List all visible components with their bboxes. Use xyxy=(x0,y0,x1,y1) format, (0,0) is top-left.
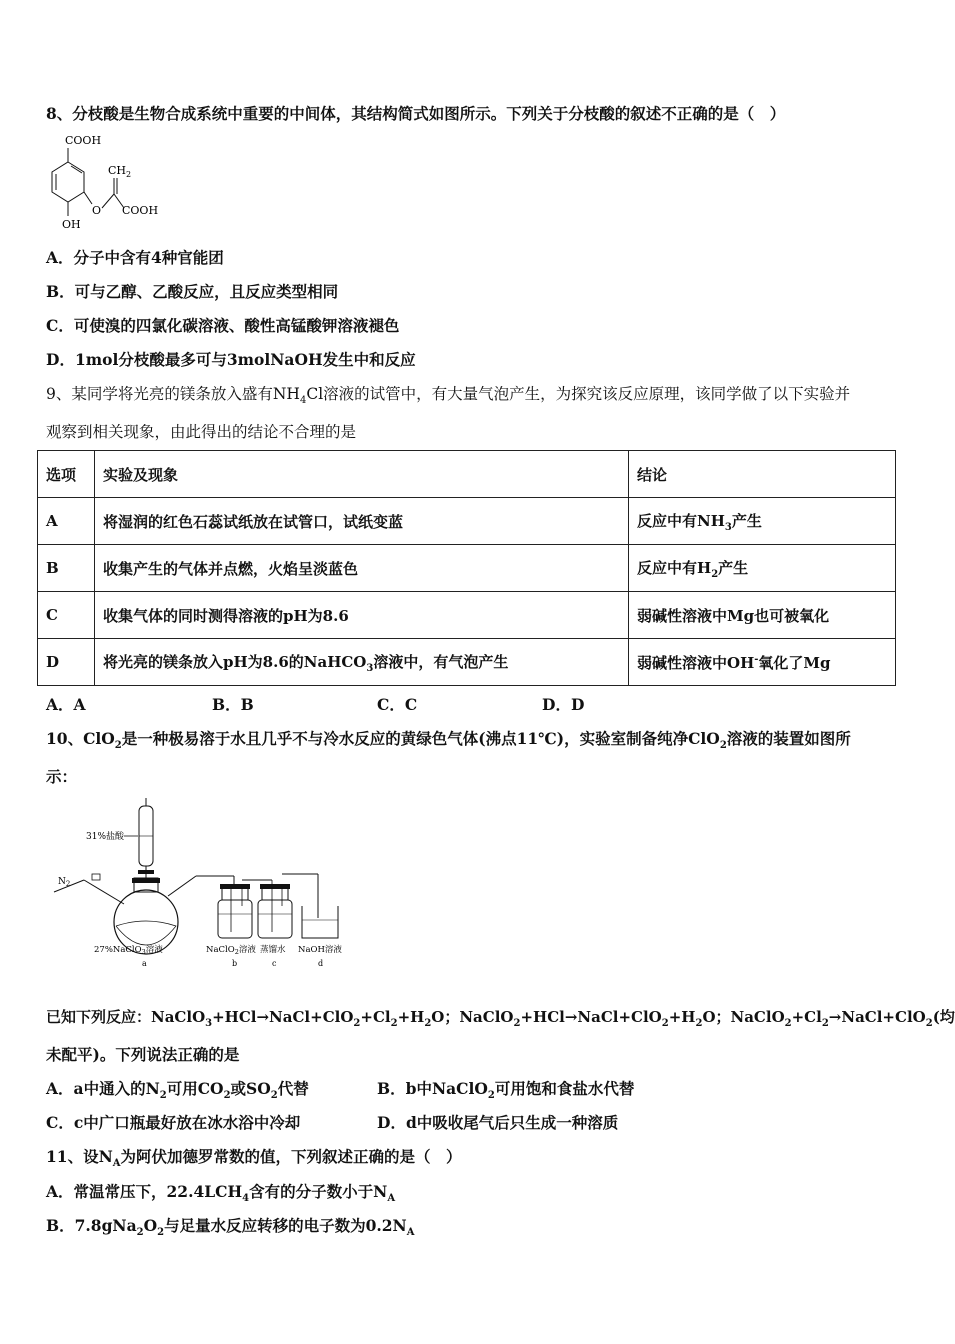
bottle-c-label: 蒸馏水 xyxy=(260,945,286,955)
q8-stem: 8、分枝酸是生物合成系统中重要的中间体，其结构简式如图所示。下列关于分枝酸的叙述不正确的是（ ） xyxy=(46,104,786,123)
bottle-b-label: NaClO$_2$溶液 xyxy=(206,945,256,956)
label-b: b xyxy=(232,959,238,968)
cooh-right-label: COOH xyxy=(122,204,159,217)
ether-o-label: O xyxy=(92,204,102,217)
q9-answer-c: C．C xyxy=(377,695,418,714)
table-row xyxy=(38,498,896,545)
row-experiment: 收集产生的气体并点燃，火焰呈淡蓝色 xyxy=(95,545,629,592)
table-header-row xyxy=(38,451,896,498)
row-conclusion: 弱碱性溶液中OH-氧化了Mg xyxy=(629,639,896,686)
q10-option-b: B．b中NaClO$_2$可用饱和食盐水代替 xyxy=(377,1079,635,1102)
q10-option-a: A．a中通入的$N_2$可用$CO_2$或$SO_2$代替 xyxy=(46,1079,309,1102)
q10-option-c: C．c中广口瓶最好放在冰水浴中冷却 xyxy=(46,1113,301,1132)
row-option: B xyxy=(38,545,95,592)
apparatus-figure xyxy=(46,796,346,972)
q8-option-b: B．可与乙醇、乙酸反应，且反应类型相同 xyxy=(46,282,339,301)
shikimate-structure-figure xyxy=(46,132,176,232)
row-experiment: 将光亮的镁条放入pH为8.6的NaHCO$_3$溶液中，有气泡产生 xyxy=(95,639,629,686)
row-option: D xyxy=(38,639,95,686)
row-experiment: 收集气体的同时测得溶液的pH为8.6 xyxy=(95,592,629,639)
q8-option-d: D．1mol分枝酸最多可与3molNaOH发生中和反应 xyxy=(46,350,416,369)
row-option: C xyxy=(38,592,95,639)
header-conclusion: 结论 xyxy=(629,451,896,498)
n2-label: $N_2$ xyxy=(58,877,71,888)
flask-label: 27%NaClO$_3$溶液 xyxy=(94,945,163,956)
q10-known-reactions-line-2: 未配平)。下列说法正确的是 xyxy=(46,1045,240,1064)
q9-stem-line-1: 9、某同学将光亮的镁条放入盛有$NH_4Cl$溶液的试管中，有大量气泡产生，为探究该反应原理，该同学做了以下实验并 xyxy=(46,385,851,407)
svg-text:CH2: $CH_2$ xyxy=(108,164,132,179)
q9-table xyxy=(37,450,896,686)
table-row xyxy=(38,592,896,639)
q11-option-b: B．$7.8gNa_2O_2$与足量水反应转移的电子数为$0.2N_A$ xyxy=(46,1216,415,1239)
q9-answer-d: D．D xyxy=(542,695,585,714)
header-option: 选项 xyxy=(38,451,95,498)
ch2-label: CH xyxy=(108,164,127,177)
label-c: c xyxy=(272,959,277,968)
q9-answer-a: A．A xyxy=(46,695,86,714)
table-row xyxy=(38,639,896,686)
q10-stem-line-2: 示： xyxy=(46,767,78,786)
q10-option-d: D．d中吸收尾气后只生成一种溶质 xyxy=(377,1113,619,1132)
q11-option-a: A．常温常压下，$22.4LCH_4$含有的分子数小于$N_A$ xyxy=(46,1182,396,1205)
q11-stem: 11、设$N_A$为阿伏加德罗常数的值，下列叙述正确的是（ ） xyxy=(46,1147,462,1170)
q10-known-reactions-line-1: 已知下列反应：$NaClO_3+HCl\to NaCl+ClO_2+Cl_2+H_2O$；$NaClO_2+HCl\to NaCl+ClO_2+H_2O$；$NaClO_2+Cl_2\to NaCl+ClO_2$(均 xyxy=(46,1008,955,1029)
cooh-top-label: COOH xyxy=(65,134,102,147)
row-experiment: 将湿润的红色石蕊试纸放在试管口，试纸变蓝 xyxy=(95,498,629,545)
label-a: a xyxy=(142,959,147,968)
oh-label: OH xyxy=(62,218,81,231)
q10-stem-line-1: 10、ClO$_2$是一种极易溶于水且几乎不与冷水反应的黄绿色气体(沸点11℃)，实验室制备纯净ClO$_2$溶液的装置如图所 xyxy=(46,729,851,752)
acid-label: 31%盐酸 xyxy=(86,832,125,842)
q8-option-c: C．可使溴的四氯化碳溶液、酸性高锰酸钾溶液褪色 xyxy=(46,316,400,335)
table-row xyxy=(38,545,896,592)
row-option: A xyxy=(38,498,95,545)
beaker-d-label: NaOH溶液 xyxy=(298,945,342,955)
label-d: d xyxy=(318,959,324,968)
row-conclusion: 反应中有$H_2$产生 xyxy=(629,545,896,592)
q8-option-a: A．分子中含有4种官能团 xyxy=(46,248,224,267)
row-conclusion: 反应中有$NH_3$产生 xyxy=(629,498,896,545)
row-conclusion: 弱碱性溶液中Mg也可被氧化 xyxy=(629,592,896,639)
q9-answer-b: B．B xyxy=(212,695,254,714)
header-experiment: 实验及现象 xyxy=(95,451,629,498)
q9-stem-line-2: 观察到相关现象，由此得出的结论不合理的是 xyxy=(46,423,357,441)
